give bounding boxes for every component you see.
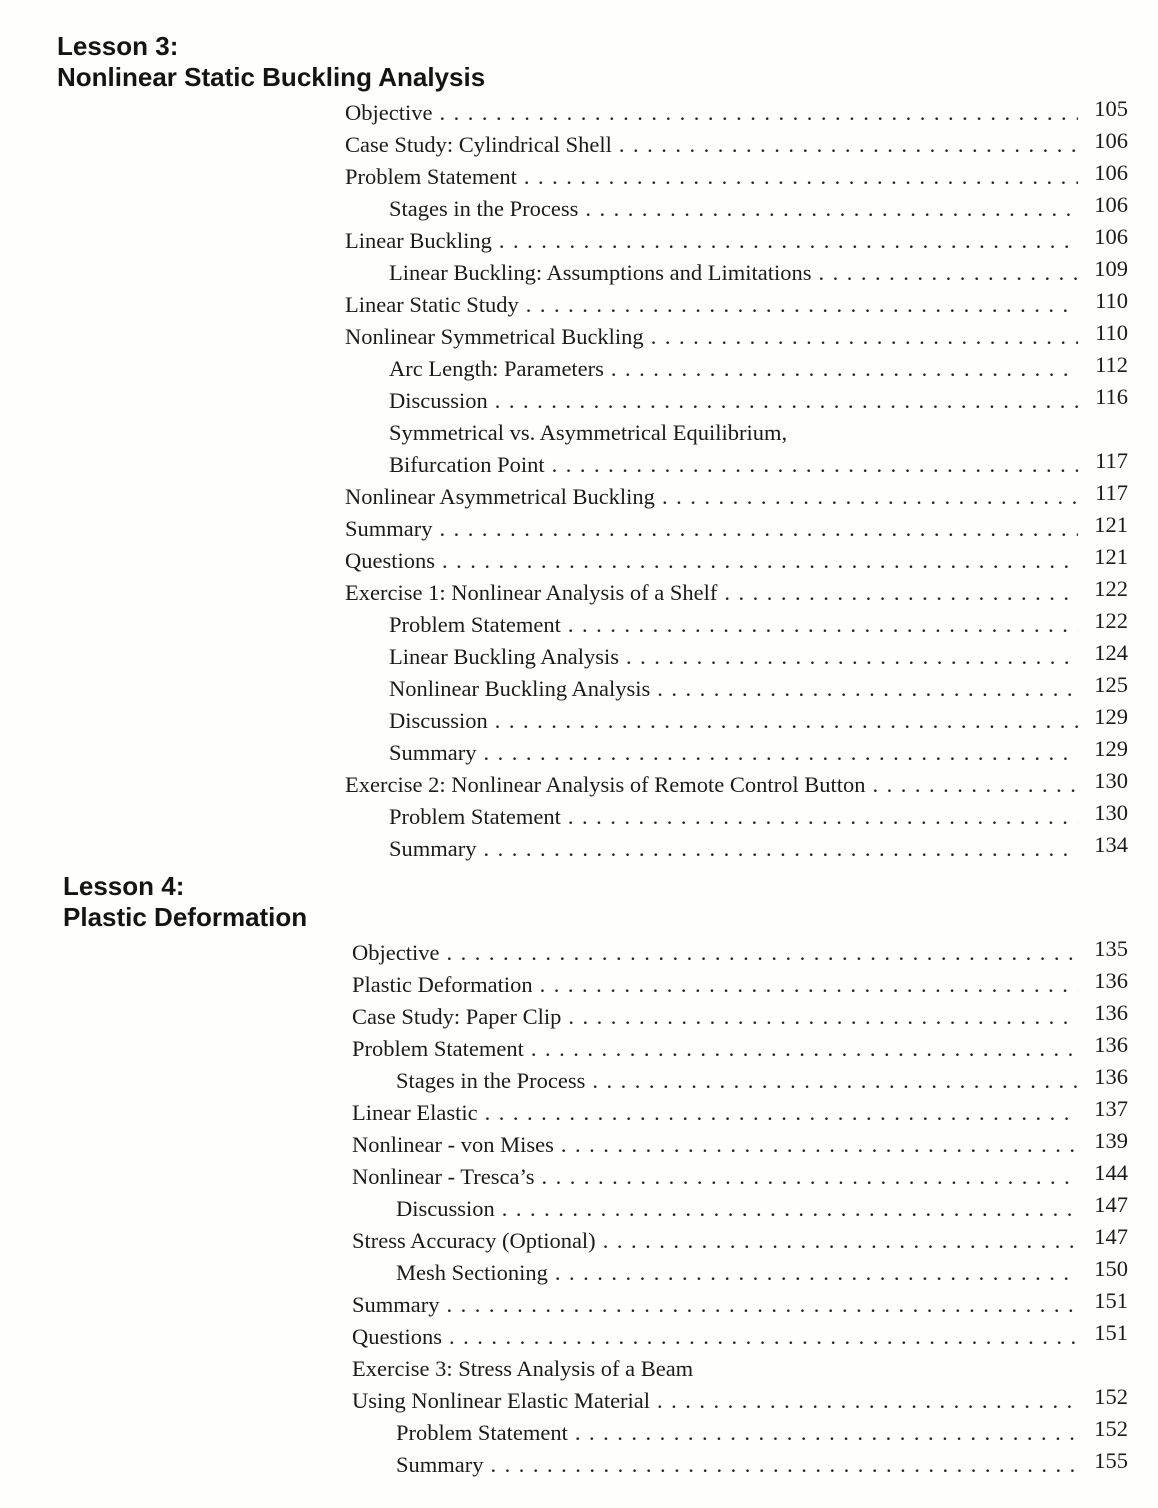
dot-leader bbox=[495, 385, 1078, 417]
toc-entry-label: Problem Statement bbox=[389, 612, 561, 637]
toc-entry bbox=[345, 833, 1128, 865]
dot-leader bbox=[524, 161, 1078, 193]
lesson-heading bbox=[57, 31, 1158, 93]
page-number: 147 bbox=[1094, 1192, 1128, 1217]
toc-entry-label: Nonlinear Symmetrical Buckling bbox=[345, 324, 644, 349]
dot-leader bbox=[568, 801, 1078, 833]
dot-leader bbox=[603, 1225, 1078, 1257]
toc-list bbox=[345, 97, 1128, 865]
dot-leader bbox=[439, 97, 1078, 129]
toc-entry-label: Stages in the Process bbox=[389, 196, 579, 221]
toc-entry bbox=[345, 545, 1128, 577]
page-number: 117 bbox=[1095, 448, 1128, 473]
toc-entry bbox=[345, 129, 1128, 161]
dot-leader bbox=[526, 289, 1078, 321]
dot-leader bbox=[585, 193, 1078, 225]
dot-leader bbox=[651, 321, 1078, 353]
toc-entry bbox=[352, 1129, 1128, 1161]
toc-entry-label: Exercise 2: Nonlinear Analysis of Remote Control Button bbox=[345, 772, 866, 797]
toc-entry bbox=[345, 449, 1128, 481]
toc-list bbox=[352, 937, 1128, 1481]
toc-entry bbox=[345, 513, 1128, 545]
page-number: 134 bbox=[1094, 832, 1128, 857]
toc-entry-label: Linear Buckling Analysis bbox=[389, 644, 619, 669]
page-number: 136 bbox=[1094, 1000, 1128, 1025]
dot-leader bbox=[619, 129, 1078, 161]
toc-entry bbox=[352, 1225, 1128, 1257]
toc-entry-label: Stress Accuracy (Optional) bbox=[352, 1228, 596, 1253]
toc-entry-label: Linear Buckling: Assumptions and Limitations bbox=[389, 260, 812, 285]
dot-leader bbox=[873, 769, 1078, 801]
toc-entry bbox=[352, 1033, 1128, 1065]
page-number: 139 bbox=[1094, 1128, 1128, 1153]
toc-entry-label: Summary bbox=[352, 1292, 440, 1317]
page-number: 121 bbox=[1094, 512, 1128, 537]
dot-leader bbox=[442, 545, 1078, 577]
toc-entry bbox=[345, 321, 1128, 353]
toc-entry bbox=[352, 969, 1128, 1001]
toc-entry-label: Nonlinear - von Mises bbox=[352, 1132, 554, 1157]
toc-entry bbox=[345, 577, 1128, 609]
toc-entry bbox=[345, 193, 1128, 225]
toc-entry-label: Discussion bbox=[389, 388, 488, 413]
page-number: 137 bbox=[1094, 1096, 1128, 1121]
page-number: 150 bbox=[1094, 1256, 1128, 1281]
lesson-heading bbox=[63, 871, 1158, 933]
dot-leader bbox=[491, 1449, 1079, 1481]
toc-entry-label: Summary bbox=[389, 740, 477, 765]
toc-entry-label: Arc Length: Parameters bbox=[389, 356, 604, 381]
toc-entry-label: Bifurcation Point bbox=[389, 452, 545, 477]
toc-entry bbox=[345, 481, 1128, 513]
dot-leader bbox=[561, 1129, 1078, 1161]
toc-entry bbox=[345, 161, 1128, 193]
toc-entry bbox=[352, 1097, 1128, 1129]
dot-leader bbox=[495, 705, 1078, 737]
toc-entry-label: Mesh Sectioning bbox=[396, 1260, 548, 1285]
dot-leader bbox=[499, 225, 1078, 257]
lesson-number: Lesson 3: bbox=[57, 31, 179, 61]
toc-entry bbox=[345, 705, 1128, 737]
dot-leader bbox=[447, 1289, 1079, 1321]
toc-entry bbox=[345, 97, 1128, 129]
page-number: 135 bbox=[1094, 936, 1128, 961]
dot-leader bbox=[485, 1097, 1078, 1129]
dot-leader bbox=[449, 1321, 1078, 1353]
toc-entry-label: Case Study: Cylindrical Shell bbox=[345, 132, 612, 157]
toc-entry-label: Plastic Deformation bbox=[352, 972, 533, 997]
page-number: 125 bbox=[1094, 672, 1128, 697]
toc-entry-label: Symmetrical vs. Asymmetrical Equilibrium, bbox=[389, 420, 788, 445]
page-number: 144 bbox=[1094, 1160, 1128, 1185]
page-number: 121 bbox=[1094, 544, 1128, 569]
page-number: 155 bbox=[1094, 1448, 1128, 1473]
dot-leader bbox=[440, 513, 1079, 545]
dot-leader bbox=[657, 1385, 1078, 1417]
toc-entry-label: Problem Statement bbox=[352, 1036, 524, 1061]
toc-entry bbox=[352, 1161, 1128, 1193]
toc-entry bbox=[345, 385, 1128, 417]
toc-entry bbox=[345, 225, 1128, 257]
dot-leader bbox=[484, 737, 1079, 769]
page-number: 105 bbox=[1094, 96, 1128, 121]
dot-leader bbox=[540, 969, 1078, 1001]
page-number: 106 bbox=[1094, 128, 1128, 153]
lesson-number: Lesson 4: bbox=[63, 871, 185, 901]
toc-entry-label: Discussion bbox=[396, 1196, 495, 1221]
toc-entry-label: Linear Buckling bbox=[345, 228, 492, 253]
dot-leader bbox=[531, 1033, 1078, 1065]
toc-entry-label: Nonlinear - Tresca’s bbox=[352, 1164, 535, 1189]
toc-entry bbox=[345, 289, 1128, 321]
dot-leader bbox=[552, 449, 1078, 481]
dot-leader bbox=[446, 937, 1078, 969]
toc-entry bbox=[345, 737, 1128, 769]
lesson-section bbox=[0, 31, 1158, 865]
dot-leader bbox=[502, 1193, 1078, 1225]
toc-entry-label: Summary bbox=[345, 516, 433, 541]
toc-entry bbox=[345, 801, 1128, 833]
toc-entry bbox=[345, 417, 1128, 449]
page-number: 112 bbox=[1095, 352, 1128, 377]
page-number: 136 bbox=[1094, 968, 1128, 993]
toc-entry-label: Questions bbox=[352, 1324, 442, 1349]
dot-leader bbox=[575, 1417, 1078, 1449]
toc-sections bbox=[0, 31, 1158, 1481]
page-number: 110 bbox=[1095, 288, 1128, 313]
lesson-section bbox=[0, 871, 1158, 1481]
dot-leader bbox=[568, 609, 1078, 641]
toc-entry bbox=[345, 609, 1128, 641]
page-number: 117 bbox=[1095, 480, 1128, 505]
page-number: 124 bbox=[1094, 640, 1128, 665]
toc-entry bbox=[352, 1385, 1128, 1417]
toc-entry bbox=[352, 937, 1128, 969]
page-number: 129 bbox=[1094, 736, 1128, 761]
toc-entry-label: Summary bbox=[396, 1452, 484, 1477]
toc-entry-label: Using Nonlinear Elastic Material bbox=[352, 1388, 651, 1413]
page-number: 152 bbox=[1094, 1416, 1128, 1441]
dot-leader bbox=[657, 673, 1078, 705]
toc-entry bbox=[345, 641, 1128, 673]
page-number: 110 bbox=[1095, 320, 1128, 345]
toc-entry bbox=[345, 769, 1128, 801]
dot-leader bbox=[568, 1001, 1078, 1033]
dot-leader bbox=[611, 353, 1078, 385]
toc-entry-label: Exercise 1: Nonlinear Analysis of a Shelf bbox=[345, 580, 718, 605]
toc-entry-label: Nonlinear Asymmetrical Buckling bbox=[345, 484, 655, 509]
toc-entry bbox=[352, 1353, 1128, 1385]
page-number: 106 bbox=[1094, 160, 1128, 185]
page-number: 136 bbox=[1094, 1032, 1128, 1057]
toc-entry bbox=[352, 1449, 1128, 1481]
page-number: 116 bbox=[1095, 384, 1128, 409]
page-number: 152 bbox=[1094, 1384, 1128, 1409]
dot-leader bbox=[724, 577, 1078, 609]
dot-leader bbox=[662, 481, 1078, 513]
toc-entry bbox=[352, 1289, 1128, 1321]
dot-leader bbox=[818, 257, 1078, 289]
dot-leader bbox=[541, 1161, 1078, 1193]
toc-entry bbox=[345, 257, 1128, 289]
toc-entry-label: Problem Statement bbox=[345, 164, 517, 189]
toc-entry-label: Nonlinear Buckling Analysis bbox=[389, 676, 651, 701]
toc-entry-label: Objective bbox=[345, 100, 433, 125]
dot-leader bbox=[555, 1257, 1078, 1289]
toc-entry bbox=[352, 1193, 1128, 1225]
toc-entry bbox=[352, 1417, 1128, 1449]
toc-entry bbox=[352, 1321, 1128, 1353]
page-number: 122 bbox=[1094, 608, 1128, 633]
toc-entry-label: Problem Statement bbox=[396, 1420, 568, 1445]
toc-entry bbox=[352, 1065, 1128, 1097]
page-number: 130 bbox=[1094, 768, 1128, 793]
toc-entry bbox=[345, 353, 1128, 385]
page-number: 151 bbox=[1094, 1320, 1128, 1345]
page-number: 106 bbox=[1094, 192, 1128, 217]
toc-entry-label: Case Study: Paper Clip bbox=[352, 1004, 562, 1029]
toc-entry-label: Problem Statement bbox=[389, 804, 561, 829]
lesson-title: Nonlinear Static Buckling Analysis bbox=[57, 62, 486, 92]
dot-leader bbox=[484, 833, 1079, 865]
page-number: 122 bbox=[1094, 576, 1128, 601]
toc-entry-label: Questions bbox=[345, 548, 435, 573]
toc-entry-label: Stages in the Process bbox=[396, 1068, 586, 1093]
toc-entry-label: Summary bbox=[389, 836, 477, 861]
page-number: 136 bbox=[1094, 1064, 1128, 1089]
dot-leader bbox=[626, 641, 1078, 673]
toc-entry bbox=[352, 1001, 1128, 1033]
page-number: 106 bbox=[1094, 224, 1128, 249]
dot-leader bbox=[592, 1065, 1078, 1097]
toc-entry-label: Discussion bbox=[389, 708, 488, 733]
page-number: 151 bbox=[1094, 1288, 1128, 1313]
toc-entry bbox=[345, 673, 1128, 705]
toc-entry bbox=[352, 1257, 1128, 1289]
page-number: 109 bbox=[1094, 256, 1128, 281]
page-number: 147 bbox=[1094, 1224, 1128, 1249]
page-number: 130 bbox=[1094, 800, 1128, 825]
toc-entry-label: Objective bbox=[352, 940, 440, 965]
page-number: 129 bbox=[1094, 704, 1128, 729]
toc-entry-label: Linear Static Study bbox=[345, 292, 519, 317]
lesson-title: Plastic Deformation bbox=[63, 902, 308, 932]
toc-entry-label: Linear Elastic bbox=[352, 1100, 478, 1125]
toc-entry-label: Exercise 3: Stress Analysis of a Beam bbox=[352, 1356, 694, 1381]
